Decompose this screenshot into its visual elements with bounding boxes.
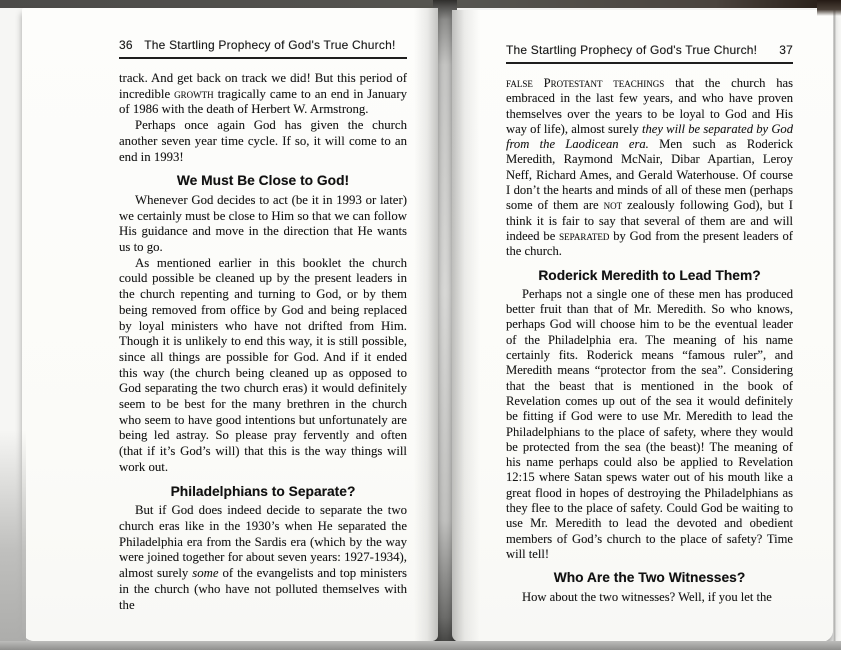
paragraph bbox=[119, 118, 407, 165]
paragraph bbox=[119, 503, 407, 613]
text-run: separated bbox=[559, 228, 610, 243]
page-number: 36 bbox=[119, 38, 133, 52]
text-run: track. And get back on track we did! But this period of incredible bbox=[119, 71, 407, 101]
text-run: some bbox=[192, 566, 219, 581]
text-run: Men such as Roderick Meredith, Raymond McNair, Dibar Apartian, Leroy Neff, Richard Ames, and Gerald Waterhouse. Of course I don’t the hearts and minds of all of these men (perhaps some of them are bbox=[506, 137, 793, 213]
text-run: by God from the present leaders of the church. bbox=[506, 228, 793, 259]
page-body bbox=[506, 76, 793, 605]
section-heading: Philadelphians to Separate? bbox=[170, 483, 356, 499]
scanner-bed-top-strip bbox=[0, 0, 841, 8]
section-heading: Who Are the Two Witnesses? bbox=[553, 570, 746, 586]
paragraph bbox=[119, 193, 407, 256]
paragraph bbox=[506, 76, 793, 260]
paragraph bbox=[119, 256, 407, 476]
text-run: Perhaps once again God has given the church another seven year time cycle. If so, it will come to an end in 1993! bbox=[119, 118, 407, 164]
section-heading: Roderick Meredith to Lead Them? bbox=[538, 267, 761, 283]
paragraph bbox=[506, 590, 793, 605]
text-run: not bbox=[603, 198, 623, 213]
running-head: The Startling Prophecy of God's True Church! bbox=[506, 43, 758, 57]
text-run: As mentioned earlier in this booklet the church could possible be cleaned up by the present leaders in the church repenting and turning to God, or by them being removed from office by God and being replaced by loyal ministers who have not drifted from Him. Though it is unlikely to end this way, it is still possible, since all things are possible for God. And if it ended this way (the church being cleaned up as opposed to God separating the two church eras) it would definitely seem to be best for the many brethren in the church who seem to have good intentions but unfortunately are being led astray. So please pray fervently and often (that if it’s God’s will) that this is the way things will work out. bbox=[119, 255, 407, 474]
text-run: Perhaps not a single one of these men has produced better fruit than that of Mr. Meredith. So who knows, perhaps God will choose him to be the eventual leader of the Philadelphia era. The meaning of his name certainly fits. Roderick means “famous ruler”, and Meredith means “protector from the sea”. Considering that the beast that is mentioned in the book of Revelation comes up out of the sea it would definitely be fitting if God were to use Mr. Meredith to lead the Philadelphians to the place of safety, where they would be protected from the sea (the beast)! The meaning of his name perhaps could also be applied to Revelation 12:15 where Satan spews water out of his mouth like a great flood in hopes of destroying the Philadelphians as they flee to the place of safety. Could God be waiting to use Mr. Meredith to lead the devoted and obedient members of God’s church to the place of safety? Time will tell! bbox=[506, 286, 793, 561]
paragraph bbox=[119, 71, 407, 118]
text-run: of the evangelists and top ministers in the church (who have not polluted themselves with the bbox=[119, 566, 407, 612]
page-header-left bbox=[119, 38, 407, 59]
text-run: tragically came to an end in January of 1986 with the death of Herbert W. Armstrong. bbox=[119, 86, 407, 117]
text-run: that the church has embraced in the last few years, and who have proven themselves over the years to be loyal to God and His way of life), almost surely bbox=[506, 76, 793, 136]
page-body bbox=[119, 71, 407, 613]
book-page-right bbox=[452, 10, 833, 642]
scanner-bed-corner bbox=[817, 0, 841, 16]
text-run: But if God does indeed decide to separate the two church eras like in the 1930’s when He separated the Philadelphia era from the Sardis era (which by the way were joined together for about seven years: 1927-1934), almost surely bbox=[119, 503, 407, 581]
text-run: zealously following God), but I think it is fair to say that several of them are and will indeed be bbox=[506, 198, 793, 243]
page-header-right bbox=[506, 43, 793, 64]
scanner-bed-left-shadow bbox=[0, 430, 26, 650]
text-run: false Protestant teachings bbox=[506, 76, 665, 90]
text-run: they will be separated by God from the Laodicean era. bbox=[506, 121, 794, 152]
paragraph bbox=[506, 287, 793, 562]
text-run: Whenever God decides to act (be it in 1993 or later) we certainly must be close to Him so that we can follow His guidance and move in the direction that He wants us to go. bbox=[119, 192, 407, 255]
text-run: growth bbox=[174, 86, 214, 101]
page-number: 37 bbox=[779, 43, 793, 57]
book-page-left bbox=[22, 8, 438, 641]
running-head: The Startling Prophecy of God's True Church! bbox=[144, 38, 396, 52]
section-heading: We Must Be Close to God! bbox=[176, 173, 350, 189]
text-run: How about the two witnesses? Well, if you let the bbox=[522, 589, 772, 604]
scanner-bed-bottom-strip bbox=[0, 641, 841, 650]
page-stack-edge bbox=[833, 8, 836, 642]
